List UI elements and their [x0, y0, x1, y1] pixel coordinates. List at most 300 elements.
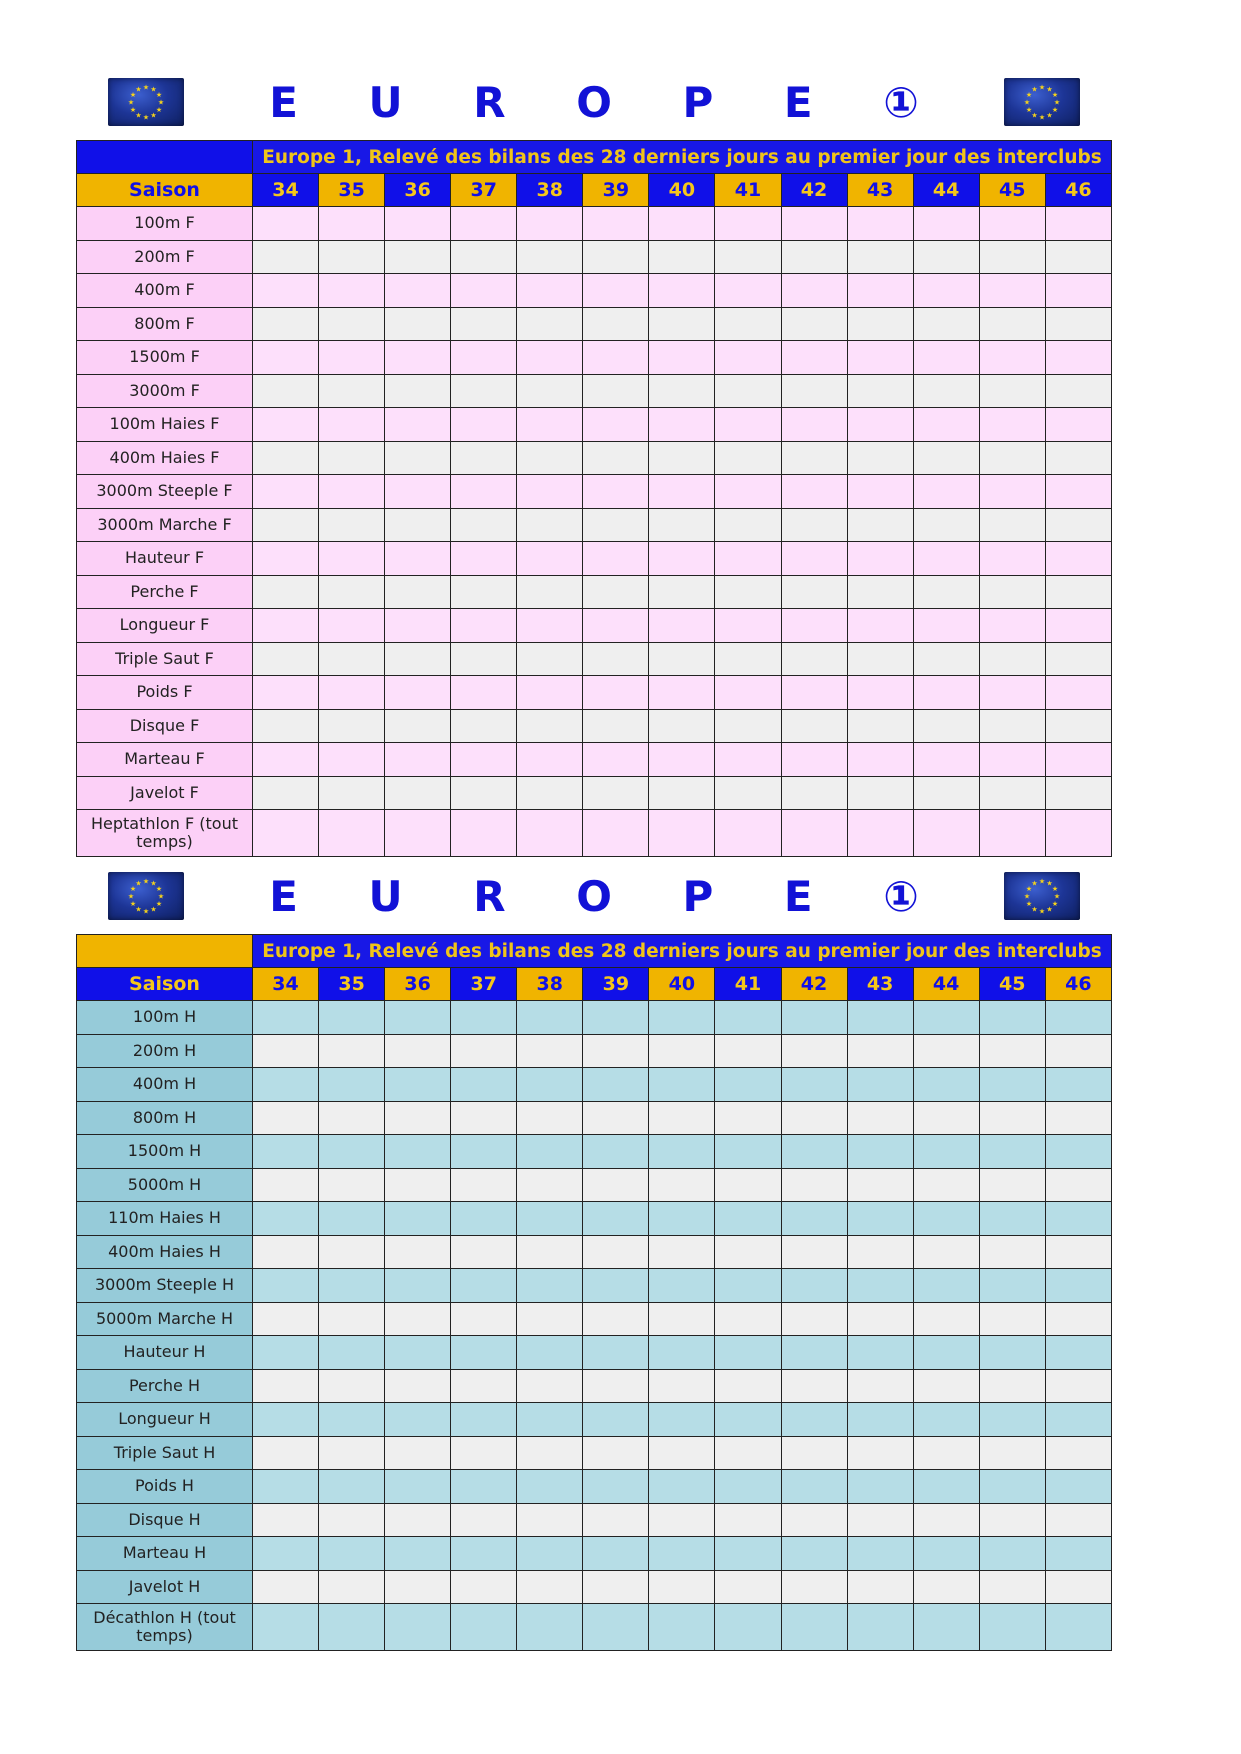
result-cell[interactable] — [517, 240, 583, 274]
result-cell[interactable] — [847, 1336, 913, 1370]
result-cell[interactable] — [979, 709, 1045, 743]
result-cell[interactable] — [1045, 810, 1111, 857]
result-cell[interactable] — [253, 1034, 319, 1068]
result-cell[interactable] — [979, 508, 1045, 542]
result-cell[interactable] — [253, 341, 319, 375]
result-cell[interactable] — [385, 1202, 451, 1236]
result-cell[interactable] — [979, 542, 1045, 576]
result-cell[interactable] — [1045, 1034, 1111, 1068]
result-cell[interactable] — [451, 374, 517, 408]
result-cell[interactable] — [913, 1369, 979, 1403]
result-cell[interactable] — [319, 542, 385, 576]
result-cell[interactable] — [781, 1068, 847, 1102]
result-cell[interactable] — [517, 1369, 583, 1403]
result-cell[interactable] — [649, 676, 715, 710]
result-cell[interactable] — [583, 408, 649, 442]
result-cell[interactable] — [715, 743, 781, 777]
result-cell[interactable] — [649, 1235, 715, 1269]
result-cell[interactable] — [979, 1235, 1045, 1269]
result-cell[interactable] — [517, 676, 583, 710]
result-cell[interactable] — [847, 1235, 913, 1269]
result-cell[interactable] — [1045, 575, 1111, 609]
result-cell[interactable] — [781, 1269, 847, 1303]
result-cell[interactable] — [451, 1269, 517, 1303]
result-cell[interactable] — [517, 1269, 583, 1303]
result-cell[interactable] — [781, 207, 847, 241]
result-cell[interactable] — [385, 1101, 451, 1135]
result-cell[interactable] — [781, 810, 847, 857]
result-cell[interactable] — [451, 1302, 517, 1336]
result-cell[interactable] — [1045, 743, 1111, 777]
result-cell[interactable] — [517, 776, 583, 810]
result-cell[interactable] — [979, 274, 1045, 308]
result-cell[interactable] — [979, 1034, 1045, 1068]
result-cell[interactable] — [253, 1168, 319, 1202]
result-cell[interactable] — [781, 475, 847, 509]
result-cell[interactable] — [1045, 341, 1111, 375]
result-cell[interactable] — [913, 743, 979, 777]
result-cell[interactable] — [847, 1403, 913, 1437]
result-cell[interactable] — [319, 307, 385, 341]
result-cell[interactable] — [913, 1034, 979, 1068]
result-cell[interactable] — [781, 1302, 847, 1336]
result-cell[interactable] — [385, 1068, 451, 1102]
result-cell[interactable] — [1045, 441, 1111, 475]
result-cell[interactable] — [913, 1101, 979, 1135]
result-cell[interactable] — [1045, 1235, 1111, 1269]
result-cell[interactable] — [517, 810, 583, 857]
result-cell[interactable] — [913, 207, 979, 241]
result-cell[interactable] — [649, 240, 715, 274]
result-cell[interactable] — [979, 240, 1045, 274]
result-cell[interactable] — [583, 374, 649, 408]
result-cell[interactable] — [385, 1503, 451, 1537]
result-cell[interactable] — [319, 810, 385, 857]
result-cell[interactable] — [253, 1302, 319, 1336]
result-cell[interactable] — [781, 1470, 847, 1504]
result-cell[interactable] — [979, 1302, 1045, 1336]
result-cell[interactable] — [649, 1403, 715, 1437]
result-cell[interactable] — [1045, 207, 1111, 241]
result-cell[interactable] — [1045, 1168, 1111, 1202]
result-cell[interactable] — [781, 676, 847, 710]
result-cell[interactable] — [319, 1470, 385, 1504]
result-cell[interactable] — [847, 1068, 913, 1102]
result-cell[interactable] — [979, 1336, 1045, 1370]
result-cell[interactable] — [781, 743, 847, 777]
result-cell[interactable] — [319, 1135, 385, 1169]
result-cell[interactable] — [847, 1168, 913, 1202]
result-cell[interactable] — [385, 810, 451, 857]
result-cell[interactable] — [649, 207, 715, 241]
result-cell[interactable] — [781, 274, 847, 308]
result-cell[interactable] — [517, 1302, 583, 1336]
result-cell[interactable] — [253, 1001, 319, 1035]
result-cell[interactable] — [715, 709, 781, 743]
result-cell[interactable] — [979, 1168, 1045, 1202]
result-cell[interactable] — [715, 676, 781, 710]
result-cell[interactable] — [451, 1068, 517, 1102]
result-cell[interactable] — [781, 1168, 847, 1202]
result-cell[interactable] — [319, 207, 385, 241]
result-cell[interactable] — [913, 508, 979, 542]
result-cell[interactable] — [913, 1269, 979, 1303]
result-cell[interactable] — [451, 642, 517, 676]
result-cell[interactable] — [583, 1068, 649, 1102]
result-cell[interactable] — [451, 1001, 517, 1035]
result-cell[interactable] — [1045, 1336, 1111, 1370]
result-cell[interactable] — [385, 508, 451, 542]
result-cell[interactable] — [451, 341, 517, 375]
result-cell[interactable] — [517, 1068, 583, 1102]
result-cell[interactable] — [781, 1570, 847, 1604]
result-cell[interactable] — [583, 542, 649, 576]
result-cell[interactable] — [649, 1604, 715, 1651]
result-cell[interactable] — [979, 441, 1045, 475]
result-cell[interactable] — [715, 475, 781, 509]
result-cell[interactable] — [913, 408, 979, 442]
result-cell[interactable] — [715, 408, 781, 442]
result-cell[interactable] — [517, 1135, 583, 1169]
result-cell[interactable] — [913, 1570, 979, 1604]
result-cell[interactable] — [715, 508, 781, 542]
result-cell[interactable] — [715, 1068, 781, 1102]
result-cell[interactable] — [319, 475, 385, 509]
result-cell[interactable] — [319, 1034, 385, 1068]
result-cell[interactable] — [517, 1604, 583, 1651]
result-cell[interactable] — [253, 642, 319, 676]
result-cell[interactable] — [715, 1269, 781, 1303]
result-cell[interactable] — [451, 274, 517, 308]
result-cell[interactable] — [385, 1034, 451, 1068]
result-cell[interactable] — [913, 1537, 979, 1571]
result-cell[interactable] — [781, 240, 847, 274]
result-cell[interactable] — [979, 1068, 1045, 1102]
result-cell[interactable] — [319, 1436, 385, 1470]
result-cell[interactable] — [583, 240, 649, 274]
result-cell[interactable] — [649, 441, 715, 475]
result-cell[interactable] — [385, 1470, 451, 1504]
result-cell[interactable] — [1045, 1135, 1111, 1169]
result-cell[interactable] — [517, 1403, 583, 1437]
result-cell[interactable] — [979, 743, 1045, 777]
result-cell[interactable] — [385, 1436, 451, 1470]
result-cell[interactable] — [847, 1001, 913, 1035]
result-cell[interactable] — [1045, 1202, 1111, 1236]
result-cell[interactable] — [847, 374, 913, 408]
result-cell[interactable] — [319, 1001, 385, 1035]
result-cell[interactable] — [451, 1101, 517, 1135]
result-cell[interactable] — [583, 1470, 649, 1504]
result-cell[interactable] — [385, 676, 451, 710]
result-cell[interactable] — [715, 1336, 781, 1370]
result-cell[interactable] — [1045, 1436, 1111, 1470]
result-cell[interactable] — [847, 1135, 913, 1169]
result-cell[interactable] — [319, 743, 385, 777]
result-cell[interactable] — [979, 1202, 1045, 1236]
result-cell[interactable] — [649, 508, 715, 542]
result-cell[interactable] — [253, 1403, 319, 1437]
result-cell[interactable] — [583, 776, 649, 810]
result-cell[interactable] — [781, 374, 847, 408]
result-cell[interactable] — [583, 1537, 649, 1571]
result-cell[interactable] — [451, 609, 517, 643]
result-cell[interactable] — [517, 1470, 583, 1504]
result-cell[interactable] — [319, 508, 385, 542]
result-cell[interactable] — [715, 1470, 781, 1504]
result-cell[interactable] — [913, 1168, 979, 1202]
result-cell[interactable] — [517, 408, 583, 442]
result-cell[interactable] — [913, 1604, 979, 1651]
result-cell[interactable] — [583, 1135, 649, 1169]
result-cell[interactable] — [979, 1436, 1045, 1470]
result-cell[interactable] — [385, 341, 451, 375]
result-cell[interactable] — [1045, 1570, 1111, 1604]
result-cell[interactable] — [583, 1101, 649, 1135]
result-cell[interactable] — [385, 1537, 451, 1571]
result-cell[interactable] — [715, 1202, 781, 1236]
result-cell[interactable] — [979, 1604, 1045, 1651]
result-cell[interactable] — [913, 1503, 979, 1537]
result-cell[interactable] — [583, 1202, 649, 1236]
result-cell[interactable] — [319, 1202, 385, 1236]
result-cell[interactable] — [847, 542, 913, 576]
result-cell[interactable] — [1045, 274, 1111, 308]
result-cell[interactable] — [715, 1168, 781, 1202]
result-cell[interactable] — [649, 1101, 715, 1135]
result-cell[interactable] — [913, 1068, 979, 1102]
result-cell[interactable] — [583, 575, 649, 609]
result-cell[interactable] — [583, 207, 649, 241]
result-cell[interactable] — [781, 408, 847, 442]
result-cell[interactable] — [649, 374, 715, 408]
result-cell[interactable] — [847, 1101, 913, 1135]
result-cell[interactable] — [385, 1135, 451, 1169]
result-cell[interactable] — [913, 776, 979, 810]
result-cell[interactable] — [847, 1470, 913, 1504]
result-cell[interactable] — [847, 408, 913, 442]
result-cell[interactable] — [253, 475, 319, 509]
result-cell[interactable] — [913, 240, 979, 274]
result-cell[interactable] — [781, 776, 847, 810]
result-cell[interactable] — [319, 1336, 385, 1370]
result-cell[interactable] — [913, 341, 979, 375]
result-cell[interactable] — [253, 307, 319, 341]
result-cell[interactable] — [451, 508, 517, 542]
result-cell[interactable] — [583, 1336, 649, 1370]
result-cell[interactable] — [517, 441, 583, 475]
result-cell[interactable] — [451, 307, 517, 341]
result-cell[interactable] — [1045, 642, 1111, 676]
result-cell[interactable] — [517, 575, 583, 609]
result-cell[interactable] — [1045, 1068, 1111, 1102]
result-cell[interactable] — [253, 542, 319, 576]
result-cell[interactable] — [913, 1135, 979, 1169]
result-cell[interactable] — [847, 1369, 913, 1403]
result-cell[interactable] — [847, 1269, 913, 1303]
result-cell[interactable] — [517, 207, 583, 241]
result-cell[interactable] — [517, 1202, 583, 1236]
result-cell[interactable] — [1045, 1470, 1111, 1504]
result-cell[interactable] — [1045, 776, 1111, 810]
result-cell[interactable] — [319, 1537, 385, 1571]
result-cell[interactable] — [781, 1336, 847, 1370]
result-cell[interactable] — [1045, 240, 1111, 274]
result-cell[interactable] — [979, 1135, 1045, 1169]
result-cell[interactable] — [253, 1068, 319, 1102]
result-cell[interactable] — [583, 642, 649, 676]
result-cell[interactable] — [517, 1570, 583, 1604]
result-cell[interactable] — [781, 1537, 847, 1571]
result-cell[interactable] — [253, 408, 319, 442]
result-cell[interactable] — [319, 1168, 385, 1202]
result-cell[interactable] — [319, 441, 385, 475]
result-cell[interactable] — [451, 1537, 517, 1571]
result-cell[interactable] — [517, 1537, 583, 1571]
result-cell[interactable] — [715, 341, 781, 375]
result-cell[interactable] — [385, 776, 451, 810]
result-cell[interactable] — [847, 776, 913, 810]
result-cell[interactable] — [385, 575, 451, 609]
result-cell[interactable] — [583, 676, 649, 710]
result-cell[interactable] — [253, 508, 319, 542]
result-cell[interactable] — [649, 475, 715, 509]
result-cell[interactable] — [319, 341, 385, 375]
result-cell[interactable] — [253, 1537, 319, 1571]
result-cell[interactable] — [715, 1369, 781, 1403]
result-cell[interactable] — [649, 1269, 715, 1303]
result-cell[interactable] — [253, 1235, 319, 1269]
result-cell[interactable] — [583, 1436, 649, 1470]
result-cell[interactable] — [583, 1001, 649, 1035]
result-cell[interactable] — [979, 1537, 1045, 1571]
result-cell[interactable] — [649, 1001, 715, 1035]
result-cell[interactable] — [847, 1034, 913, 1068]
result-cell[interactable] — [979, 1570, 1045, 1604]
result-cell[interactable] — [1045, 609, 1111, 643]
result-cell[interactable] — [781, 1202, 847, 1236]
result-cell[interactable] — [715, 642, 781, 676]
result-cell[interactable] — [781, 1135, 847, 1169]
result-cell[interactable] — [253, 1369, 319, 1403]
result-cell[interactable] — [715, 1101, 781, 1135]
result-cell[interactable] — [583, 609, 649, 643]
result-cell[interactable] — [649, 776, 715, 810]
result-cell[interactable] — [913, 1336, 979, 1370]
result-cell[interactable] — [319, 1068, 385, 1102]
result-cell[interactable] — [319, 1403, 385, 1437]
result-cell[interactable] — [913, 307, 979, 341]
result-cell[interactable] — [385, 542, 451, 576]
result-cell[interactable] — [781, 1101, 847, 1135]
result-cell[interactable] — [517, 1034, 583, 1068]
result-cell[interactable] — [649, 1168, 715, 1202]
result-cell[interactable] — [781, 609, 847, 643]
result-cell[interactable] — [253, 274, 319, 308]
result-cell[interactable] — [715, 1436, 781, 1470]
result-cell[interactable] — [319, 676, 385, 710]
result-cell[interactable] — [781, 542, 847, 576]
result-cell[interactable] — [385, 274, 451, 308]
result-cell[interactable] — [649, 1369, 715, 1403]
result-cell[interactable] — [781, 1436, 847, 1470]
result-cell[interactable] — [319, 240, 385, 274]
result-cell[interactable] — [781, 307, 847, 341]
result-cell[interactable] — [253, 1101, 319, 1135]
result-cell[interactable] — [451, 240, 517, 274]
result-cell[interactable] — [649, 1503, 715, 1537]
result-cell[interactable] — [649, 1034, 715, 1068]
result-cell[interactable] — [715, 609, 781, 643]
result-cell[interactable] — [715, 307, 781, 341]
result-cell[interactable] — [649, 307, 715, 341]
result-cell[interactable] — [781, 341, 847, 375]
result-cell[interactable] — [1045, 1269, 1111, 1303]
result-cell[interactable] — [451, 475, 517, 509]
result-cell[interactable] — [517, 1235, 583, 1269]
result-cell[interactable] — [847, 341, 913, 375]
result-cell[interactable] — [715, 1570, 781, 1604]
result-cell[interactable] — [781, 508, 847, 542]
result-cell[interactable] — [253, 743, 319, 777]
result-cell[interactable] — [385, 642, 451, 676]
result-cell[interactable] — [451, 1135, 517, 1169]
result-cell[interactable] — [979, 1470, 1045, 1504]
result-cell[interactable] — [253, 1269, 319, 1303]
result-cell[interactable] — [979, 1503, 1045, 1537]
result-cell[interactable] — [649, 1068, 715, 1102]
result-cell[interactable] — [1045, 408, 1111, 442]
result-cell[interactable] — [1045, 1604, 1111, 1651]
result-cell[interactable] — [715, 575, 781, 609]
result-cell[interactable] — [253, 240, 319, 274]
result-cell[interactable] — [253, 776, 319, 810]
result-cell[interactable] — [847, 207, 913, 241]
result-cell[interactable] — [583, 1269, 649, 1303]
result-cell[interactable] — [781, 1034, 847, 1068]
result-cell[interactable] — [451, 1235, 517, 1269]
result-cell[interactable] — [715, 810, 781, 857]
result-cell[interactable] — [319, 575, 385, 609]
result-cell[interactable] — [649, 1537, 715, 1571]
result-cell[interactable] — [451, 810, 517, 857]
result-cell[interactable] — [385, 1369, 451, 1403]
result-cell[interactable] — [715, 374, 781, 408]
result-cell[interactable] — [253, 1436, 319, 1470]
result-cell[interactable] — [583, 508, 649, 542]
result-cell[interactable] — [847, 609, 913, 643]
result-cell[interactable] — [451, 1168, 517, 1202]
result-cell[interactable] — [649, 810, 715, 857]
result-cell[interactable] — [715, 542, 781, 576]
result-cell[interactable] — [319, 1604, 385, 1651]
result-cell[interactable] — [451, 441, 517, 475]
result-cell[interactable] — [979, 307, 1045, 341]
result-cell[interactable] — [847, 743, 913, 777]
result-cell[interactable] — [583, 1503, 649, 1537]
result-cell[interactable] — [913, 709, 979, 743]
result-cell[interactable] — [319, 1302, 385, 1336]
result-cell[interactable] — [979, 1369, 1045, 1403]
result-cell[interactable] — [451, 1436, 517, 1470]
result-cell[interactable] — [847, 1604, 913, 1651]
result-cell[interactable] — [517, 1001, 583, 1035]
result-cell[interactable] — [583, 274, 649, 308]
result-cell[interactable] — [649, 1302, 715, 1336]
result-cell[interactable] — [517, 307, 583, 341]
result-cell[interactable] — [451, 1503, 517, 1537]
result-cell[interactable] — [781, 1503, 847, 1537]
